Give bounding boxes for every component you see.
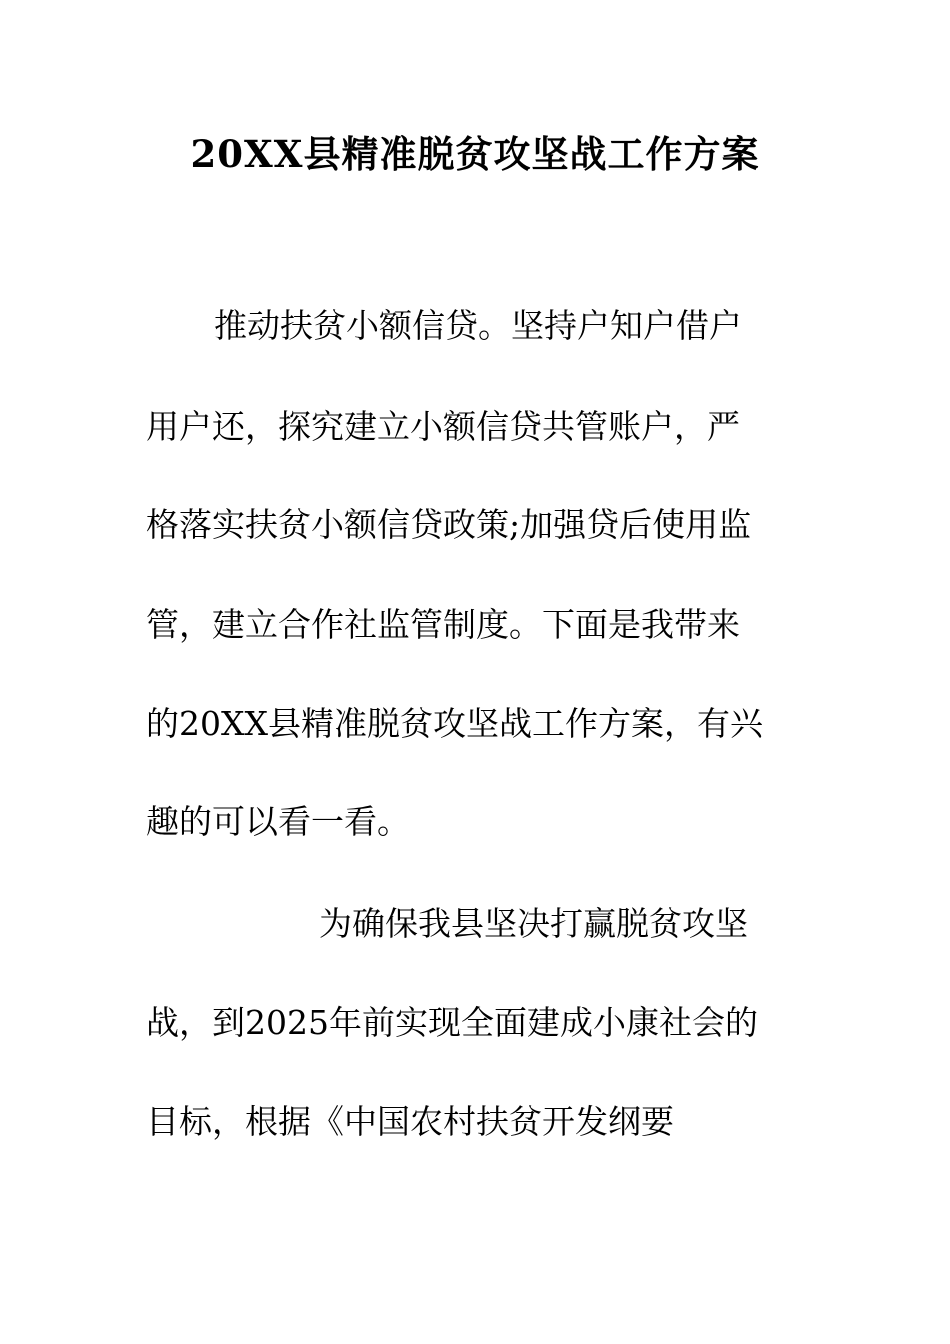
paragraph-1-line-4: 管，建立合作社监管制度。下面是我带来 [146, 605, 740, 644]
paragraph-1-line-5: 的20XX县精准脱贫攻坚战工作方案，有兴 [146, 704, 763, 743]
paragraph-1-line-1: 推动扶贫小额信贷。坚持户知户借户 [214, 306, 742, 345]
paragraph-1-line-6: 趣的可以看一看。 [146, 802, 410, 841]
paragraph-1-line-2: 用户还，探究建立小额信贷共管账户，严 [146, 407, 740, 446]
paragraph-1-line-3: 格落实扶贫小额信贷政策;加强贷后使用监 [146, 505, 752, 544]
paragraph-2-line-3: 目标，根据《中国农村扶贫开发纲要 [146, 1102, 674, 1141]
paragraph-2-line-1: 为确保我县坚决打赢脱贫攻坚 [319, 904, 748, 943]
paragraph-2-line-2: 战，到2025年前实现全面建成小康社会的 [146, 1003, 758, 1042]
document-title: 20XX县精准脱贫攻坚战工作方案 [190, 132, 760, 176]
